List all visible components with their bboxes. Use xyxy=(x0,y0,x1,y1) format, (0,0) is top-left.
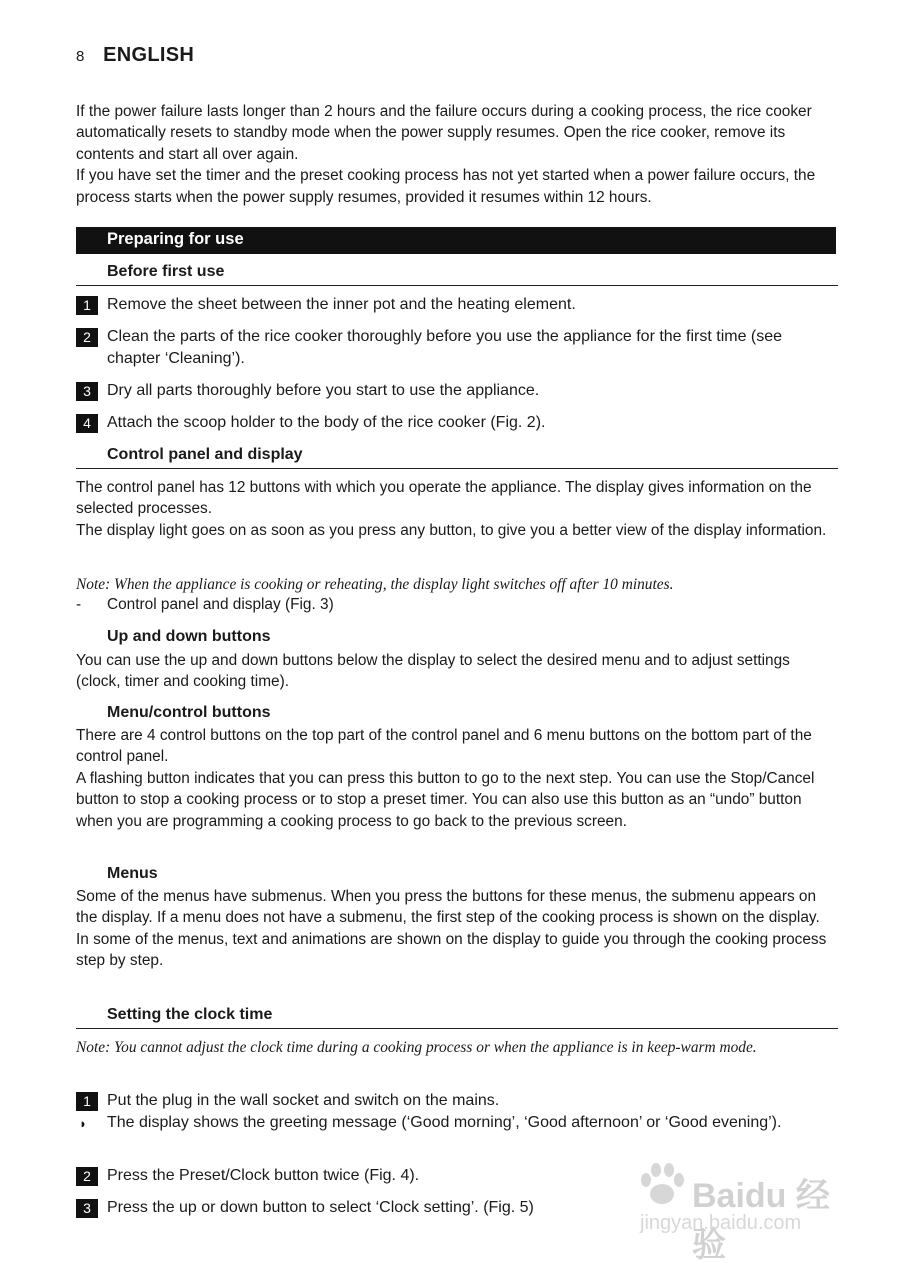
result-arrow-icon: ◗ xyxy=(79,1116,87,1131)
step-number-badge: 1 xyxy=(76,296,98,315)
step-text: Dry all parts thoroughly before you start to use the appliance. xyxy=(107,382,540,399)
intro-text xyxy=(76,101,838,208)
minihead-menus: Menus xyxy=(107,865,158,882)
body-paragraph: The display light goes on as soon as you press any button, to give you a better view of the display information. xyxy=(76,521,827,539)
intro-paragraph: If the power failure lasts longer than 2 hours and the failure occurs during a cooking process, the rice cooker automatically resets to standby mode when the power supply resumes. Open the rice cooker, remove its contents and start all over again. xyxy=(76,103,812,163)
section-heading-preparing xyxy=(76,227,836,254)
watermark-url: jingyan.baidu.com xyxy=(640,1212,802,1234)
step-number-badge: 1 xyxy=(76,1092,98,1111)
step-text: The display shows the greeting message (‘Good morning’, ‘Good afternoon’ or ‘Good evening’). xyxy=(107,1114,782,1131)
subheading-label: Setting the clock time xyxy=(107,1006,273,1023)
step-text: Attach the scoop holder to the body of the rice cooker (Fig. 2). xyxy=(107,414,546,431)
page-header xyxy=(76,44,194,67)
subheading-clock xyxy=(76,1003,838,1029)
page-number: 8 xyxy=(76,48,85,65)
subheading-control-panel xyxy=(76,443,838,469)
subheading-label: Control panel and display xyxy=(107,446,303,463)
step-text: Put the plug in the wall socket and switch on the mains. xyxy=(107,1092,500,1109)
menus-text xyxy=(76,886,838,972)
body-paragraph: The control panel has 12 buttons with which you operate the appliance. The display gives information on the selected processes. xyxy=(76,479,812,518)
baidu-watermark xyxy=(632,1160,862,1264)
body-paragraph: There are 4 control buttons on the top part of the control panel and 6 menu buttons on the bottom part of the control panel. xyxy=(76,727,812,766)
up-down-text xyxy=(76,650,838,693)
note-clock xyxy=(76,1037,838,1058)
paw-icon xyxy=(632,1160,692,1210)
step-number-badge: 3 xyxy=(76,382,98,401)
menu-control-text xyxy=(76,725,838,832)
step-number-badge: 2 xyxy=(76,1167,98,1186)
watermark-logo-text: Baidu 经验 xyxy=(692,1177,830,1264)
body-paragraph: In some of the menus, text and animations are shown on the display to guide you through the cooking process step by step. xyxy=(76,930,827,970)
note-text: Note: You cannot adjust the clock time during a cooking process or when the appliance is in keep-warm mode. xyxy=(76,1039,757,1056)
dash-item-text: Control panel and display (Fig. 3) xyxy=(107,596,334,613)
intro-paragraph: If you have set the timer and the preset cooking process has not yet started when a power failure occurs, the process starts when the power supply resumes, provided it resumes within 12 hours. xyxy=(76,167,816,206)
step-number-badge: 2 xyxy=(76,328,98,347)
body-paragraph: You can use the up and down buttons below the display to select the desired menu and to adjust settings (clock, timer and cooking time). xyxy=(76,652,790,691)
language-title: ENGLISH xyxy=(103,44,195,66)
minihead-up-down: Up and down buttons xyxy=(107,628,271,645)
minihead-menu-control: Menu/control buttons xyxy=(107,704,271,721)
step-text: Clean the parts of the rice cooker thoroughly before you use the appliance for the first time (see chapter ‘Cleaning’). xyxy=(107,328,783,367)
control-panel-text xyxy=(76,477,838,541)
section-heading-label: Preparing for use xyxy=(107,230,244,248)
dash-marker: - xyxy=(76,596,82,613)
step-number-badge: 4 xyxy=(76,414,98,433)
step-text: Press the up or down button to select ‘Clock setting’. (Fig. 5) xyxy=(107,1199,534,1216)
step-number-badge: 3 xyxy=(76,1199,98,1218)
body-paragraph: Some of the menus have submenus. When you press the buttons for these menus, the submenu appears on the display. If a menu does not have a submenu, the first step of the cooking process is shown on the display. xyxy=(76,888,820,927)
body-paragraph: A flashing button indicates that you can press this button to go to the next step. You can use the Stop/Cancel button to stop a cooking process or to stop a preset timer. You can also use this button as an “undo” button when you are programming a cooking process to go back to the previous screen. xyxy=(76,769,815,830)
subheading-before-first-use xyxy=(76,260,838,286)
note-text: Note: When the appliance is cooking or reheating, the display light switches off after 10 minutes. xyxy=(76,576,674,593)
note-display-light xyxy=(76,574,838,595)
step-text: Press the Preset/Clock button twice (Fig. 4). xyxy=(107,1167,420,1184)
step-text: Remove the sheet between the inner pot and the heating element. xyxy=(107,296,576,313)
subheading-label: Before first use xyxy=(107,263,225,280)
